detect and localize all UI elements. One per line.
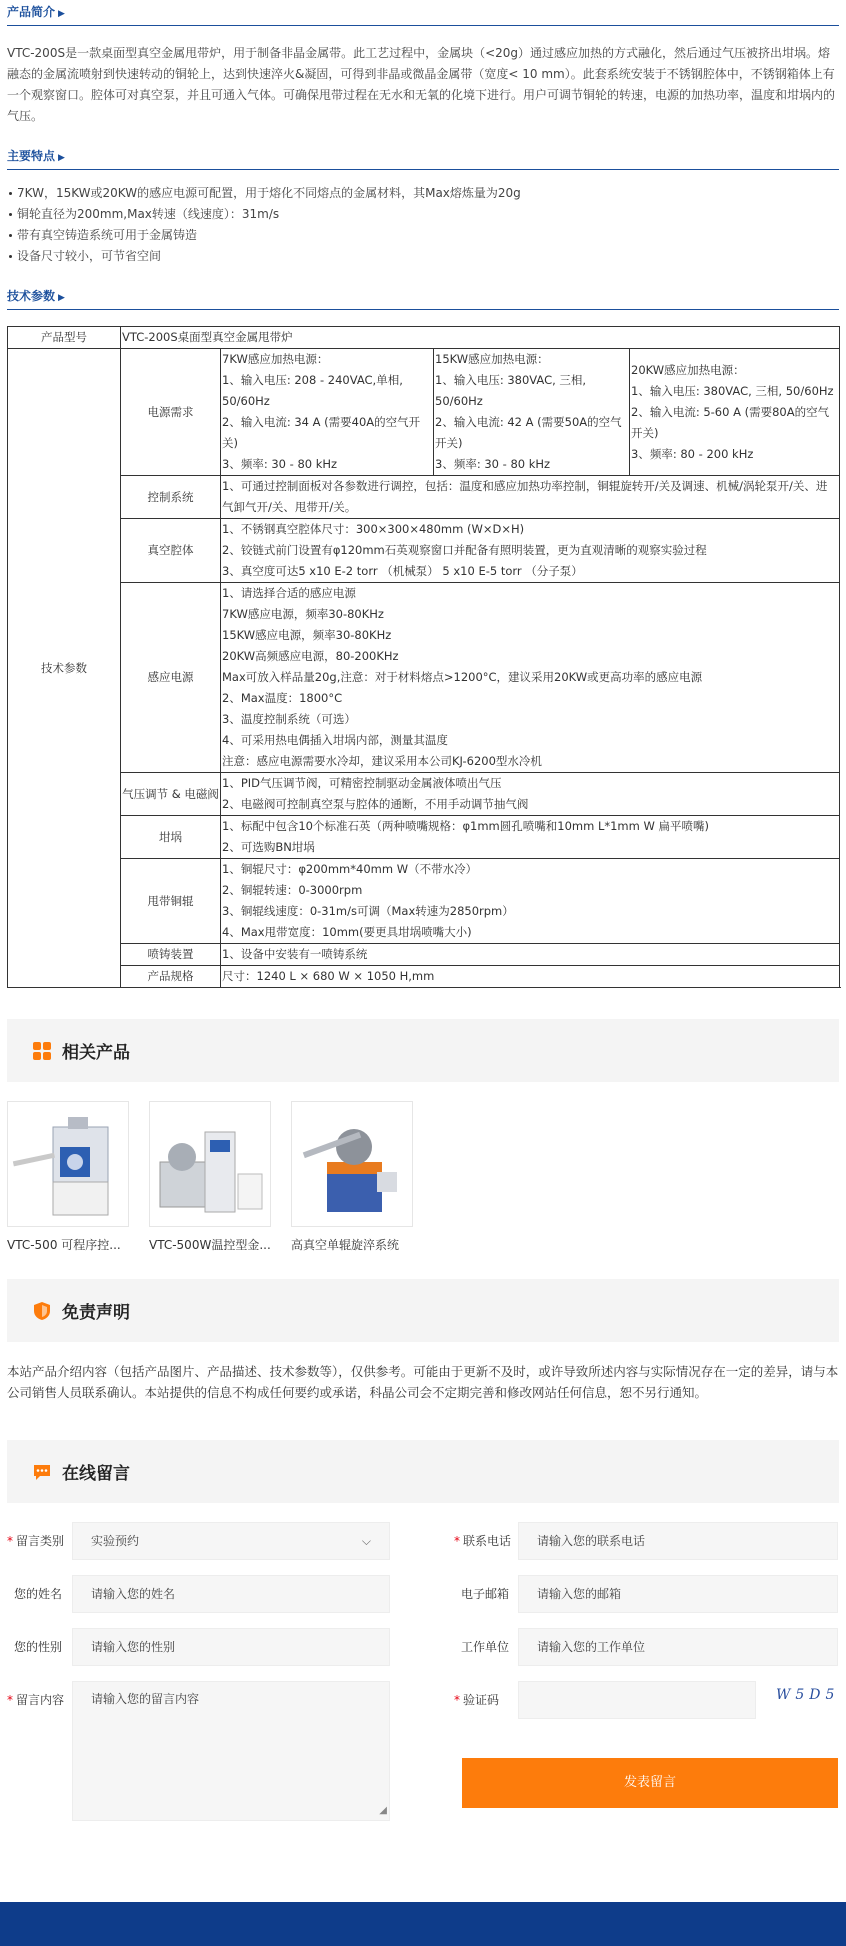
induction-line: Max可放入样品量20g,注意：对于材料熔点>1200°C，建议采用20KW或更高功率的感应电源: [222, 670, 703, 684]
table-row: [8, 816, 840, 859]
email-label: [461, 1575, 509, 1613]
power-20kw-line: 1、输入电压: 380VAC, 三相, 50/60Hz: [631, 383, 834, 398]
gas-cell: [221, 773, 840, 816]
model-value: VTC-200S桌面型真空金属甩带炉: [121, 327, 840, 349]
feature-item: 带有真空铸造系统可用于金属铸造: [7, 225, 839, 246]
captcha-input[interactable]: [518, 1681, 756, 1719]
induction-line: 3、温度控制系统（可选）: [222, 712, 356, 726]
gender-label-text: 您的性别: [14, 1640, 63, 1654]
table-row: [8, 583, 840, 773]
submit-button[interactable]: 发表留言: [462, 1758, 838, 1808]
features-list: [7, 183, 839, 267]
table-row: [8, 773, 840, 816]
table-row: [8, 944, 840, 966]
intro-title: 产品简介: [7, 5, 56, 19]
type-select-value: 实验预约: [91, 1534, 140, 1548]
table-row: [8, 476, 840, 519]
phone-placeholder: 请输入您的联系电话: [537, 1534, 646, 1548]
power-20kw-line: 3、频率: 80 - 200 kHz: [631, 446, 754, 461]
company-placeholder: 请输入您的工作单位: [537, 1640, 646, 1654]
control-label: 控制系统: [121, 476, 221, 519]
power-20kw-line: 20KW感应加热电源：: [631, 362, 745, 377]
triangle-right-icon: ▶: [58, 153, 65, 163]
product-image[interactable]: [149, 1101, 271, 1227]
intro-text: VTC-200S是一款桌面型真空金属甩带炉，用于制备非晶金属带。此工艺过程中，金属块（<20g）通过感应加热的方式融化，然后通过气压被挤出坩埚。熔融态的金属流喷射到快速转动的铜轮上，达到快速淬火&凝固，可得到非晶或微晶金属带（宽度< 10 mm）。此套系统安装于不锈钢腔体中，不锈钢箱体上有一个观察窗口。腔体可对真空泵，并且可通入气体。可确保甩带过程在无水和无氧的化境下进行。用户可调节铜轮的转速，电源的加热功率，温度和坩埚内的气压。: [7, 46, 836, 123]
wheel-cell: [221, 859, 840, 944]
specs-heading: [7, 286, 839, 310]
resize-handle-icon[interactable]: ◢: [379, 1805, 387, 1816]
email-label-text: 电子邮箱: [461, 1587, 510, 1601]
feature-item: 7KW，15KW或20KW的感应电源可配置，用于熔化不同熔点的金属材料，其Max熔炼量为20g: [7, 183, 839, 204]
company-label-text: 工作单位: [461, 1640, 510, 1654]
control-value: 1、可通过控制面板对各参数进行调控，包括：温度和感应加热功率控制，铜辊旋转开/关及调速、机械/涡轮泵开/关、进气卸气开/关、甩带开/关。: [221, 476, 840, 519]
table-row: [8, 349, 840, 476]
power-7kw-cell: [221, 349, 434, 476]
triangle-right-icon: ▶: [58, 293, 65, 303]
furnace-image: [150, 1102, 270, 1226]
specs-table-wrap: [7, 326, 839, 988]
message-title: 在线留言: [62, 1464, 130, 1484]
power-7kw-line: 7KW感应加热电源：: [222, 352, 329, 366]
induction-line: 2、Max温度：1800°C: [222, 691, 343, 705]
wheel-line: 3、铜辊线速度：0-31m/s可调（Max转速为2850rpm）: [222, 904, 514, 918]
product-name[interactable]: 高真空单辊旋淬系统: [291, 1238, 400, 1252]
email-input[interactable]: [518, 1575, 838, 1613]
gender-input[interactable]: [72, 1628, 390, 1666]
type-select[interactable]: [72, 1522, 390, 1560]
message-header: [7, 1440, 839, 1503]
email-placeholder: 请输入您的邮箱: [537, 1587, 622, 1601]
induction-label: 感应电源: [121, 583, 221, 773]
content-label-text: 留言内容: [16, 1693, 65, 1707]
power-20kw-cell: [630, 349, 840, 476]
disclaimer-title: 免责声明: [62, 1303, 130, 1323]
gas-label: 气压调节 & 电磁阀: [121, 773, 221, 816]
vacuum-line: 3、真空度可达5 x10 E-2 torr （机械泵） 5 x10 E-5 torr （分子泵）: [222, 564, 583, 578]
table-row: [8, 859, 840, 944]
content-textarea[interactable]: [72, 1681, 390, 1821]
power-20kw-line: 2、输入电流: 5-60 A (需要80A的空气开关): [631, 404, 830, 440]
power-15kw-line: 1、输入电压: 380VAC, 三相, 50/60Hz: [435, 373, 587, 408]
features-title: 主要特点: [7, 149, 56, 163]
features-section: [7, 146, 839, 267]
size-value: 尺寸：1240 L × 680 W × 1050 H,mm: [221, 966, 840, 988]
casting-value: 1、设备中安装有一喷铸系统: [221, 944, 840, 966]
model-label: 产品型号: [8, 327, 121, 349]
power-7kw-line: 3、频率: 30 - 80 kHz: [222, 457, 338, 471]
intro-heading: [7, 2, 839, 26]
feature-item: 铜轮直径为200mm,Max转速（线速度）：31m/s: [7, 204, 839, 225]
related-header: [7, 1019, 839, 1082]
vacuum-cell: [221, 519, 840, 583]
casting-label: 喷铸装置: [121, 944, 221, 966]
captcha-label: * 验证码: [454, 1693, 500, 1707]
product-name[interactable]: VTC-500 可程序控...: [7, 1238, 121, 1252]
induction-line: 15KW感应电源，频率30-80KHz: [222, 628, 392, 642]
wheel-line: 2、铜辊转速：0-3000rpm: [222, 883, 363, 897]
name-input[interactable]: [72, 1575, 390, 1613]
gas-line: 1、PID气压调节阀，可精密控制驱动金属液体喷出气压: [222, 776, 502, 790]
power-15kw-cell: [434, 349, 630, 476]
related-title: 相关产品: [62, 1043, 130, 1063]
vacuum-line: 2、铰链式前门设置有φ120mm石英观察窗口并配备有照明装置，更为直观清晰的观察实验过程: [222, 543, 707, 557]
power-7kw-line: 1、输入电压: 208 - 240VAC,单相, 50/60Hz: [222, 373, 403, 408]
disclaimer-text: 本站产品介绍内容（包括产品图片、产品描述、技术参数等），仅供参考。可能由于更新不及时，或许导致所述内容与实际情况存在一定的差异，请与本公司销售人员联系确认。本站提供的信息不构成任何要约或承诺，科晶公司会不定期完善和修改网站任何信息，恕不另行通知。: [7, 1364, 839, 1400]
wheel-line: 4、Max甩带宽度：10mm(要更具坩埚喷嘴大小): [222, 925, 472, 939]
induction-line: 1、请选择合适的感应电源: [222, 586, 356, 600]
crucible-cell: [221, 816, 840, 859]
induction-line: 20KW高频感应电源，80-200KHz: [222, 649, 399, 663]
related-product-card[interactable]: [149, 1101, 271, 1254]
content-placeholder: 请输入您的留言内容: [91, 1692, 200, 1706]
captcha-image[interactable]: W5D5: [776, 1687, 840, 1703]
intro-section: [7, 2, 839, 127]
company-input[interactable]: [518, 1628, 838, 1666]
phone-label: * 联系电话: [454, 1534, 512, 1548]
product-name[interactable]: VTC-500W温控型金...: [149, 1238, 271, 1252]
product-image[interactable]: [291, 1101, 413, 1227]
power-15kw-line: 3、频率: 30 - 80 kHz: [435, 457, 551, 471]
crucible-line: 2、可选购BN坩埚: [222, 840, 315, 854]
phone-label-text: 联系电话: [463, 1534, 512, 1548]
wheel-label: 甩带铜辊: [121, 859, 221, 944]
company-label: [461, 1628, 509, 1666]
product-image[interactable]: [7, 1101, 129, 1227]
grid-icon: [32, 1041, 52, 1061]
induction-line: 注意：感应电源需要水冷却，建议采用本公司KJ-6200型水冷机: [222, 754, 542, 768]
crucible-label: 坩埚: [121, 816, 221, 859]
shield-icon: [32, 1301, 52, 1321]
chat-bubble-icon: [32, 1462, 52, 1482]
chevron-down-icon: ⌵: [361, 1534, 371, 1548]
size-label: 产品规格: [121, 966, 221, 988]
feature-item: 设备尺寸较小，可节省空间: [7, 246, 839, 267]
table-row: [8, 519, 840, 583]
induction-line: 4、可采用热电偶插入坩埚内部，测量其温度: [222, 733, 448, 747]
group-label: 技术参数: [8, 349, 121, 988]
captcha-label-text: 验证码: [463, 1693, 500, 1707]
table-row: [8, 327, 840, 349]
specs-table: [7, 326, 840, 988]
features-heading: [7, 146, 839, 170]
gender-label: [14, 1628, 62, 1666]
power-15kw-line: 2、输入电流: 42 A (需要50A的空气开关): [435, 415, 622, 450]
specs-title: 技术参数: [7, 289, 56, 303]
name-label: [14, 1575, 62, 1613]
furnace-image: [8, 1102, 128, 1226]
disclaimer-body: [7, 1361, 839, 1403]
table-row: [8, 966, 840, 988]
furnace-image: [292, 1102, 412, 1226]
vacuum-label: 真空腔体: [121, 519, 221, 583]
footer-bar: [0, 1902, 846, 1946]
power-label: 电源需求: [121, 349, 221, 476]
related-product-card[interactable]: [291, 1101, 413, 1254]
phone-input[interactable]: [518, 1522, 838, 1560]
type-label: * 留言类别: [7, 1534, 65, 1548]
gas-line: 2、电磁阀可控制真空泵与腔体的通断，不用手动调节抽气阀: [222, 797, 529, 811]
power-15kw-line: 15KW感应加热电源：: [435, 352, 549, 366]
induction-cell: [221, 583, 840, 773]
name-label-text: 您的姓名: [14, 1587, 63, 1601]
disclaimer-header: [7, 1279, 839, 1342]
power-7kw-line: 2、输入电流: 34 A (需要40A的空气开关): [222, 415, 421, 450]
induction-line: 7KW感应电源，频率30-80KHz: [222, 607, 384, 621]
vacuum-line: 1、不锈钢真空腔体尺寸：300×300×480mm (W×D×H): [222, 522, 525, 536]
triangle-right-icon: ▶: [58, 9, 65, 19]
content-label: * 留言内容: [7, 1693, 65, 1707]
related-product-card[interactable]: [7, 1101, 129, 1254]
gender-placeholder: 请输入您的性别: [91, 1640, 176, 1654]
type-label-text: 留言类别: [16, 1534, 65, 1548]
wheel-line: 1、铜辊尺寸：φ200mm*40mm W（不带水冷）: [222, 862, 478, 876]
name-placeholder: 请输入您的姓名: [91, 1587, 176, 1601]
specs-section: [7, 286, 839, 310]
crucible-line: 1、标配中包含10个标准石英（两种喷嘴规格：φ1mm圆孔喷嘴和10mm L*1mm W 扁平喷嘴): [222, 819, 709, 833]
